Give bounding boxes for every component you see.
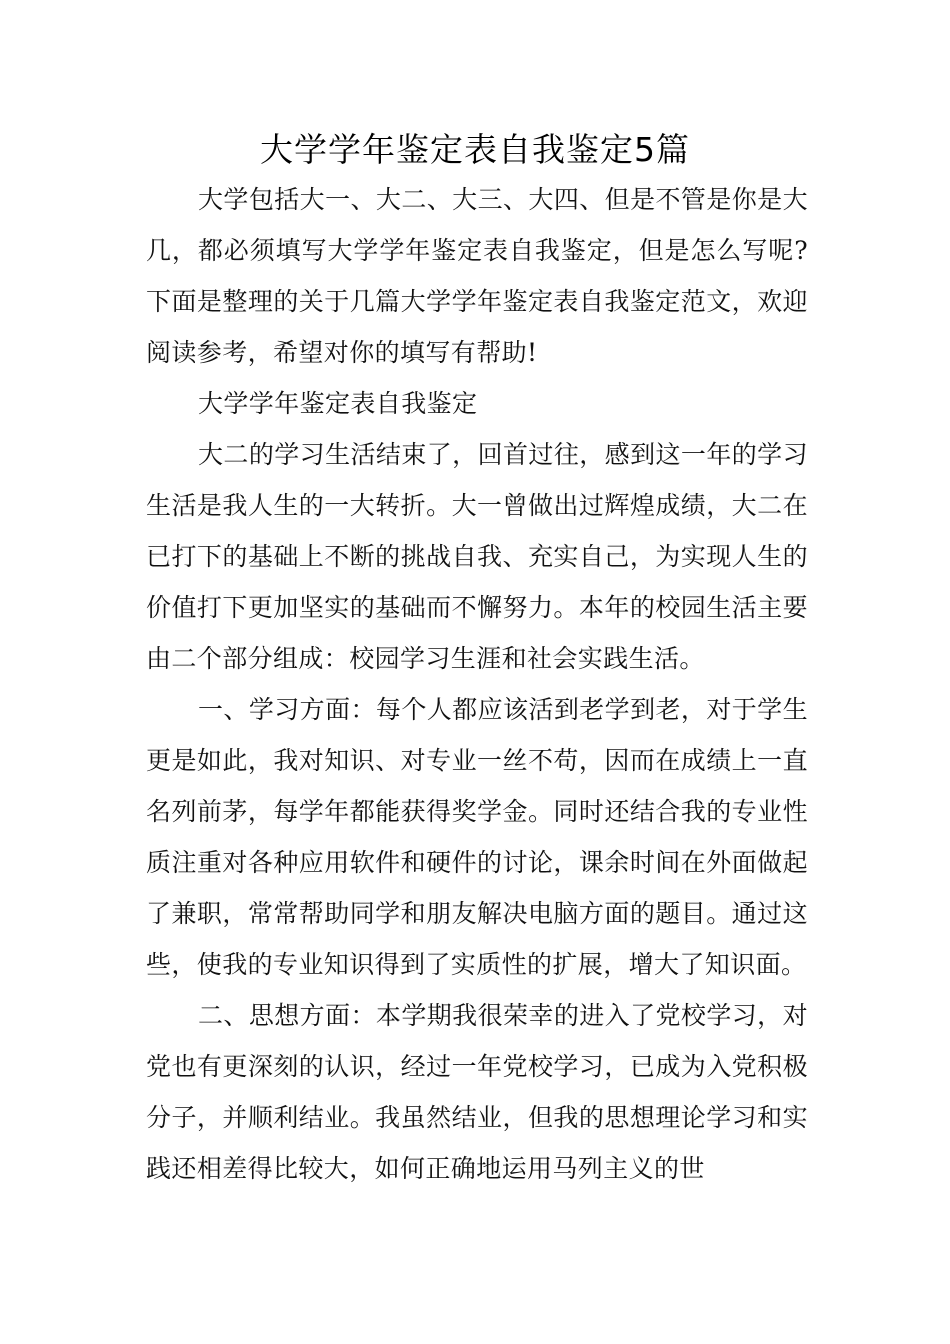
section-heading: 大学学年鉴定表自我鉴定 (198, 389, 478, 418)
document-body (146, 174, 808, 1194)
thought-paragraph: 二、思想方面：本学期我很荣幸的进入了党校学习，对党也有更深刻的认识，经过一年党校学习，已成为入党积极分子，并顺利结业。我虽然结业，但我的思想理论学习和实践还相差得比较大，如何正确地运用马列主义的世 (146, 1001, 808, 1183)
body-paragraph: 大二的学习生活结束了，回首过往，感到这一年的学习生活是我人生的一大转折。大一曾做出过辉煌成绩，大二在已打下的基础上不断的挑战自我、充实自己，为实现人生的价值打下更加坚实的基础而不懈努力。本年的校园生活主要由二个部分组成：校园学习生涯和社会实践生活。 (146, 440, 808, 673)
study-paragraph: 一、学习方面：每个人都应该活到老学到老，对于学生更是如此，我对知识、对专业一丝不苟，因而在成绩上一直名列前茅，每学年都能获得奖学金。同时还结合我的专业性质注重对各种应用软件和硬件的讨论，课余时间在外面做起了兼职，常常帮助同学和朋友解决电脑方面的题目。通过这些，使我的专业知识得到了实质性的扩展，增大了知识面。 (146, 695, 808, 979)
intro-paragraph: 大学包括大一、大二、大三、大四、但是不管是你是大几，都必须填写大学学年鉴定表自我鉴定，但是怎么写呢?下面是整理的关于几篇大学学年鉴定表自我鉴定范文，欢迎阅读参考，希望对你的填写有帮助! (146, 185, 808, 367)
document-title: 大学学年鉴定表自我鉴定5篇 (260, 130, 690, 169)
